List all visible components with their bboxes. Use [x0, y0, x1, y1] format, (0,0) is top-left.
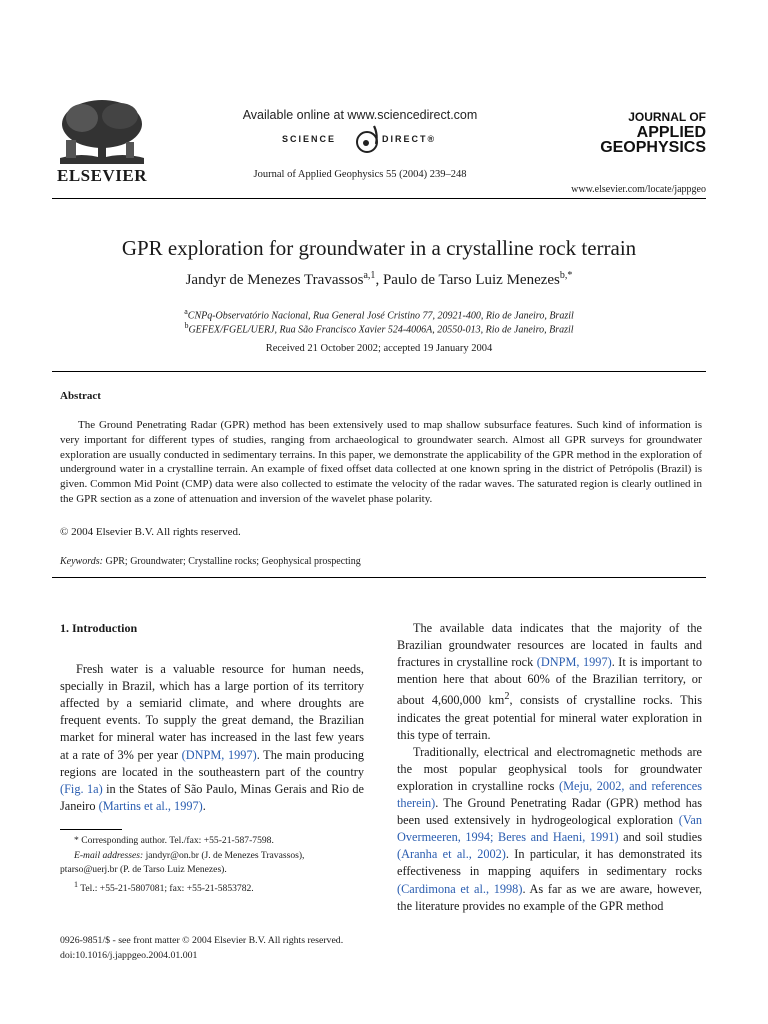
right-p2-text-b: . The Ground Penetrating Radar (GPR) method has been used extensively in hydrogeological exploration: [397, 796, 702, 828]
affiliation-a-mark: a: [184, 307, 188, 316]
publisher-name: ELSEVIER: [57, 166, 147, 185]
footnote-divider: [60, 829, 122, 830]
keywords-label: Keywords:: [60, 556, 103, 567]
journal-title-logo: [582, 110, 706, 155]
right-p1-text-b: . It is important to mention here that about 60% of the Brazilian territory, or about 4,600,000 km: [397, 655, 702, 708]
footnotes: [60, 834, 364, 896]
keywords-divider: [52, 577, 706, 578]
abstract-text: The Ground Penetrating Radar (GPR) method has been extensively used to map shallow subsurface features. Such kind of information is very important for different types of studies, ranging from archaeological to groundwater search. Almost all GPR surveys for groundwater exploration are usually conducted in sedimentary terrains. In this paper, we demonstrate the applicability of the GPR method in the exploration of underground water in a crystalline terrain. An example of fixed offset data collected at one known spring in the district of Petrópolis (Brazil) is given. Common Mid Point (CMP) data were also collected to estimate the velocity of the radar waves. The saturated region is clearly outlined in the GPR section as a zone of attenuation and inversion of the wavelet phase polarity.: [60, 419, 702, 505]
right-p2-text-e: . As far as we are aware, however, the literature provides no example of the GPR method: [397, 881, 702, 913]
sciencedirect-d-icon: [352, 122, 382, 158]
footnote-1: [60, 878, 364, 897]
footer-front-matter: 0926-9851/$ - see front matter © 2004 Elsevier B.V. All rights reserved.: [60, 935, 344, 946]
author-1: Jandyr de Menezes Travassos: [185, 272, 364, 288]
author-list: [52, 270, 706, 289]
footnote-1-text: Tel.: +55-21-5807081; fax: +55-21-5853782.: [78, 882, 254, 894]
author-separator: ,: [375, 272, 383, 288]
abstract-copyright: © 2004 Elsevier B.V. All rights reserved.: [60, 526, 241, 538]
citation-link-martins-1997[interactable]: (Martins et al., 1997): [98, 798, 203, 813]
header-divider: [52, 198, 706, 199]
citation-link-cardimona-1998[interactable]: (Cardimona et al., 1998): [397, 881, 523, 896]
footnote-1-mark: 1: [74, 879, 78, 889]
intro-paragraph-1: [60, 661, 364, 815]
right-column: [397, 620, 702, 915]
sciencedirect-right-text: DIRECT®: [382, 134, 437, 144]
page-footer: [60, 934, 420, 963]
sciencedirect-left-text: SCIENCE: [282, 134, 337, 144]
citation-link-dnpm-1997-b[interactable]: (DNPM, 1997): [536, 655, 612, 670]
abstract-top-divider: [52, 371, 706, 372]
citation-link-dnpm-1997[interactable]: (DNPM, 1997): [181, 747, 257, 762]
section-heading-introduction: 1. Introduction: [60, 621, 138, 635]
author-2: Paulo de Tarso Luiz Menezes: [382, 272, 560, 288]
citation-link-aranha-2002[interactable]: (Aranha et al., 2002): [397, 847, 506, 862]
right-p2-text-d: . In particular, it has demonstrated its effectiveness in mapping aquifers in sedimentary rocks: [397, 847, 703, 879]
citation-link-van-overmeeren-beres[interactable]: (Van Overmeeren, 1994; Beres and Haeni, 1991): [397, 813, 702, 845]
affiliation-b-mark: b: [184, 321, 189, 330]
footnote-email-text: jandyr@on.br (J. de Menezes Travassos), ptarso@uerj.br (P. de Tarso Luiz Menezes).: [60, 849, 305, 875]
journal-url[interactable]: www.elsevier.com/locate/jappgeo: [571, 184, 706, 195]
footer-doi: doi:10.1016/j.jappgeo.2004.01.001: [60, 949, 198, 961]
footnote-email-label: E-mail addresses:: [74, 849, 144, 861]
author-1-affil: a,1: [363, 270, 376, 281]
affiliation-b: [52, 321, 706, 335]
keywords-text: GPR; Groundwater; Crystalline rocks; Geophysical prospecting: [102, 556, 361, 567]
figure-link-fig-1a[interactable]: (Fig. 1a): [60, 781, 103, 796]
article-title: GPR exploration for groundwater in a crystalline rock terrain: [121, 236, 637, 260]
received-dates: Received 21 October 2002; accepted 19 January 2004: [265, 343, 493, 354]
footnote-email: [60, 849, 364, 878]
intro-p1-text-a: Fresh water is a valuable resource for human needs, specially in Brazil, which has a large portion of its territory affected by a semiarid climate, and where droughts are frequent events. To supply the great demand, the Brazilian market for mineral water has increased in the last few years at a rate of 3% per year: [60, 662, 364, 762]
affiliation-a: [52, 307, 706, 321]
footnote-corresponding-author: * Corresponding author. Tel./fax: +55-21-587-7598.: [74, 835, 274, 846]
right-p1-text-c: , consists of crystalline rocks. This indicates the great potential for mineral water exploration in this type of terrain.: [397, 693, 702, 742]
available-online-text[interactable]: Available online at www.sciencedirect.com: [242, 108, 478, 122]
right-p2-text-c: and soil studies: [618, 830, 702, 845]
affiliation-b-text: GEFEX/FGEL/UERJ, Rua São Francisco Xavier 524-4006A, 20550-013, Rio de Janeiro, Brazil: [188, 324, 574, 336]
abstract-body: [60, 418, 702, 507]
journal-title-line2: APPLIED: [636, 124, 706, 141]
intro-p1-text-d: .: [202, 798, 206, 813]
abstract-heading: Abstract: [60, 390, 101, 402]
citation-link-meju-2002[interactable]: (Meju, 2002, and references therein): [397, 778, 703, 811]
affiliation-a-text: CNPq-Observatório Nacional, Rua General José Cristino 77, 20921-400, Rio de Janeiro, Brazil: [187, 310, 574, 322]
right-p1-text-a: The available data indicates that the majority of the Brazilian groundwater resources are located in faults and fractures in crystalline rock: [397, 621, 702, 670]
journal-title-line1: JOURNAL OF: [628, 110, 706, 124]
right-paragraph-1: [397, 620, 702, 744]
right-p2-text-a: Traditionally, electrical and electromagnetic methods are the most popular geophysical tools for groundwater exploration in crystalline rocks: [397, 744, 702, 793]
journal-title-line3: GEOPHYSICS: [600, 139, 706, 156]
keywords: [60, 556, 361, 567]
intro-p1-text-c: in the States of São Paulo, Minas Gerais and Rio de Janeiro: [60, 781, 364, 813]
right-paragraph-2: [397, 744, 702, 915]
author-2-affil: b,*: [559, 270, 573, 281]
journal-citation: Journal of Applied Geophysics 55 (2004) 239–248: [253, 169, 467, 180]
right-p1-sup: 2: [504, 691, 510, 703]
left-column: [60, 620, 364, 815]
intro-p1-text-b: . The main producing regions are located in the southeastern part of the country: [60, 747, 365, 779]
